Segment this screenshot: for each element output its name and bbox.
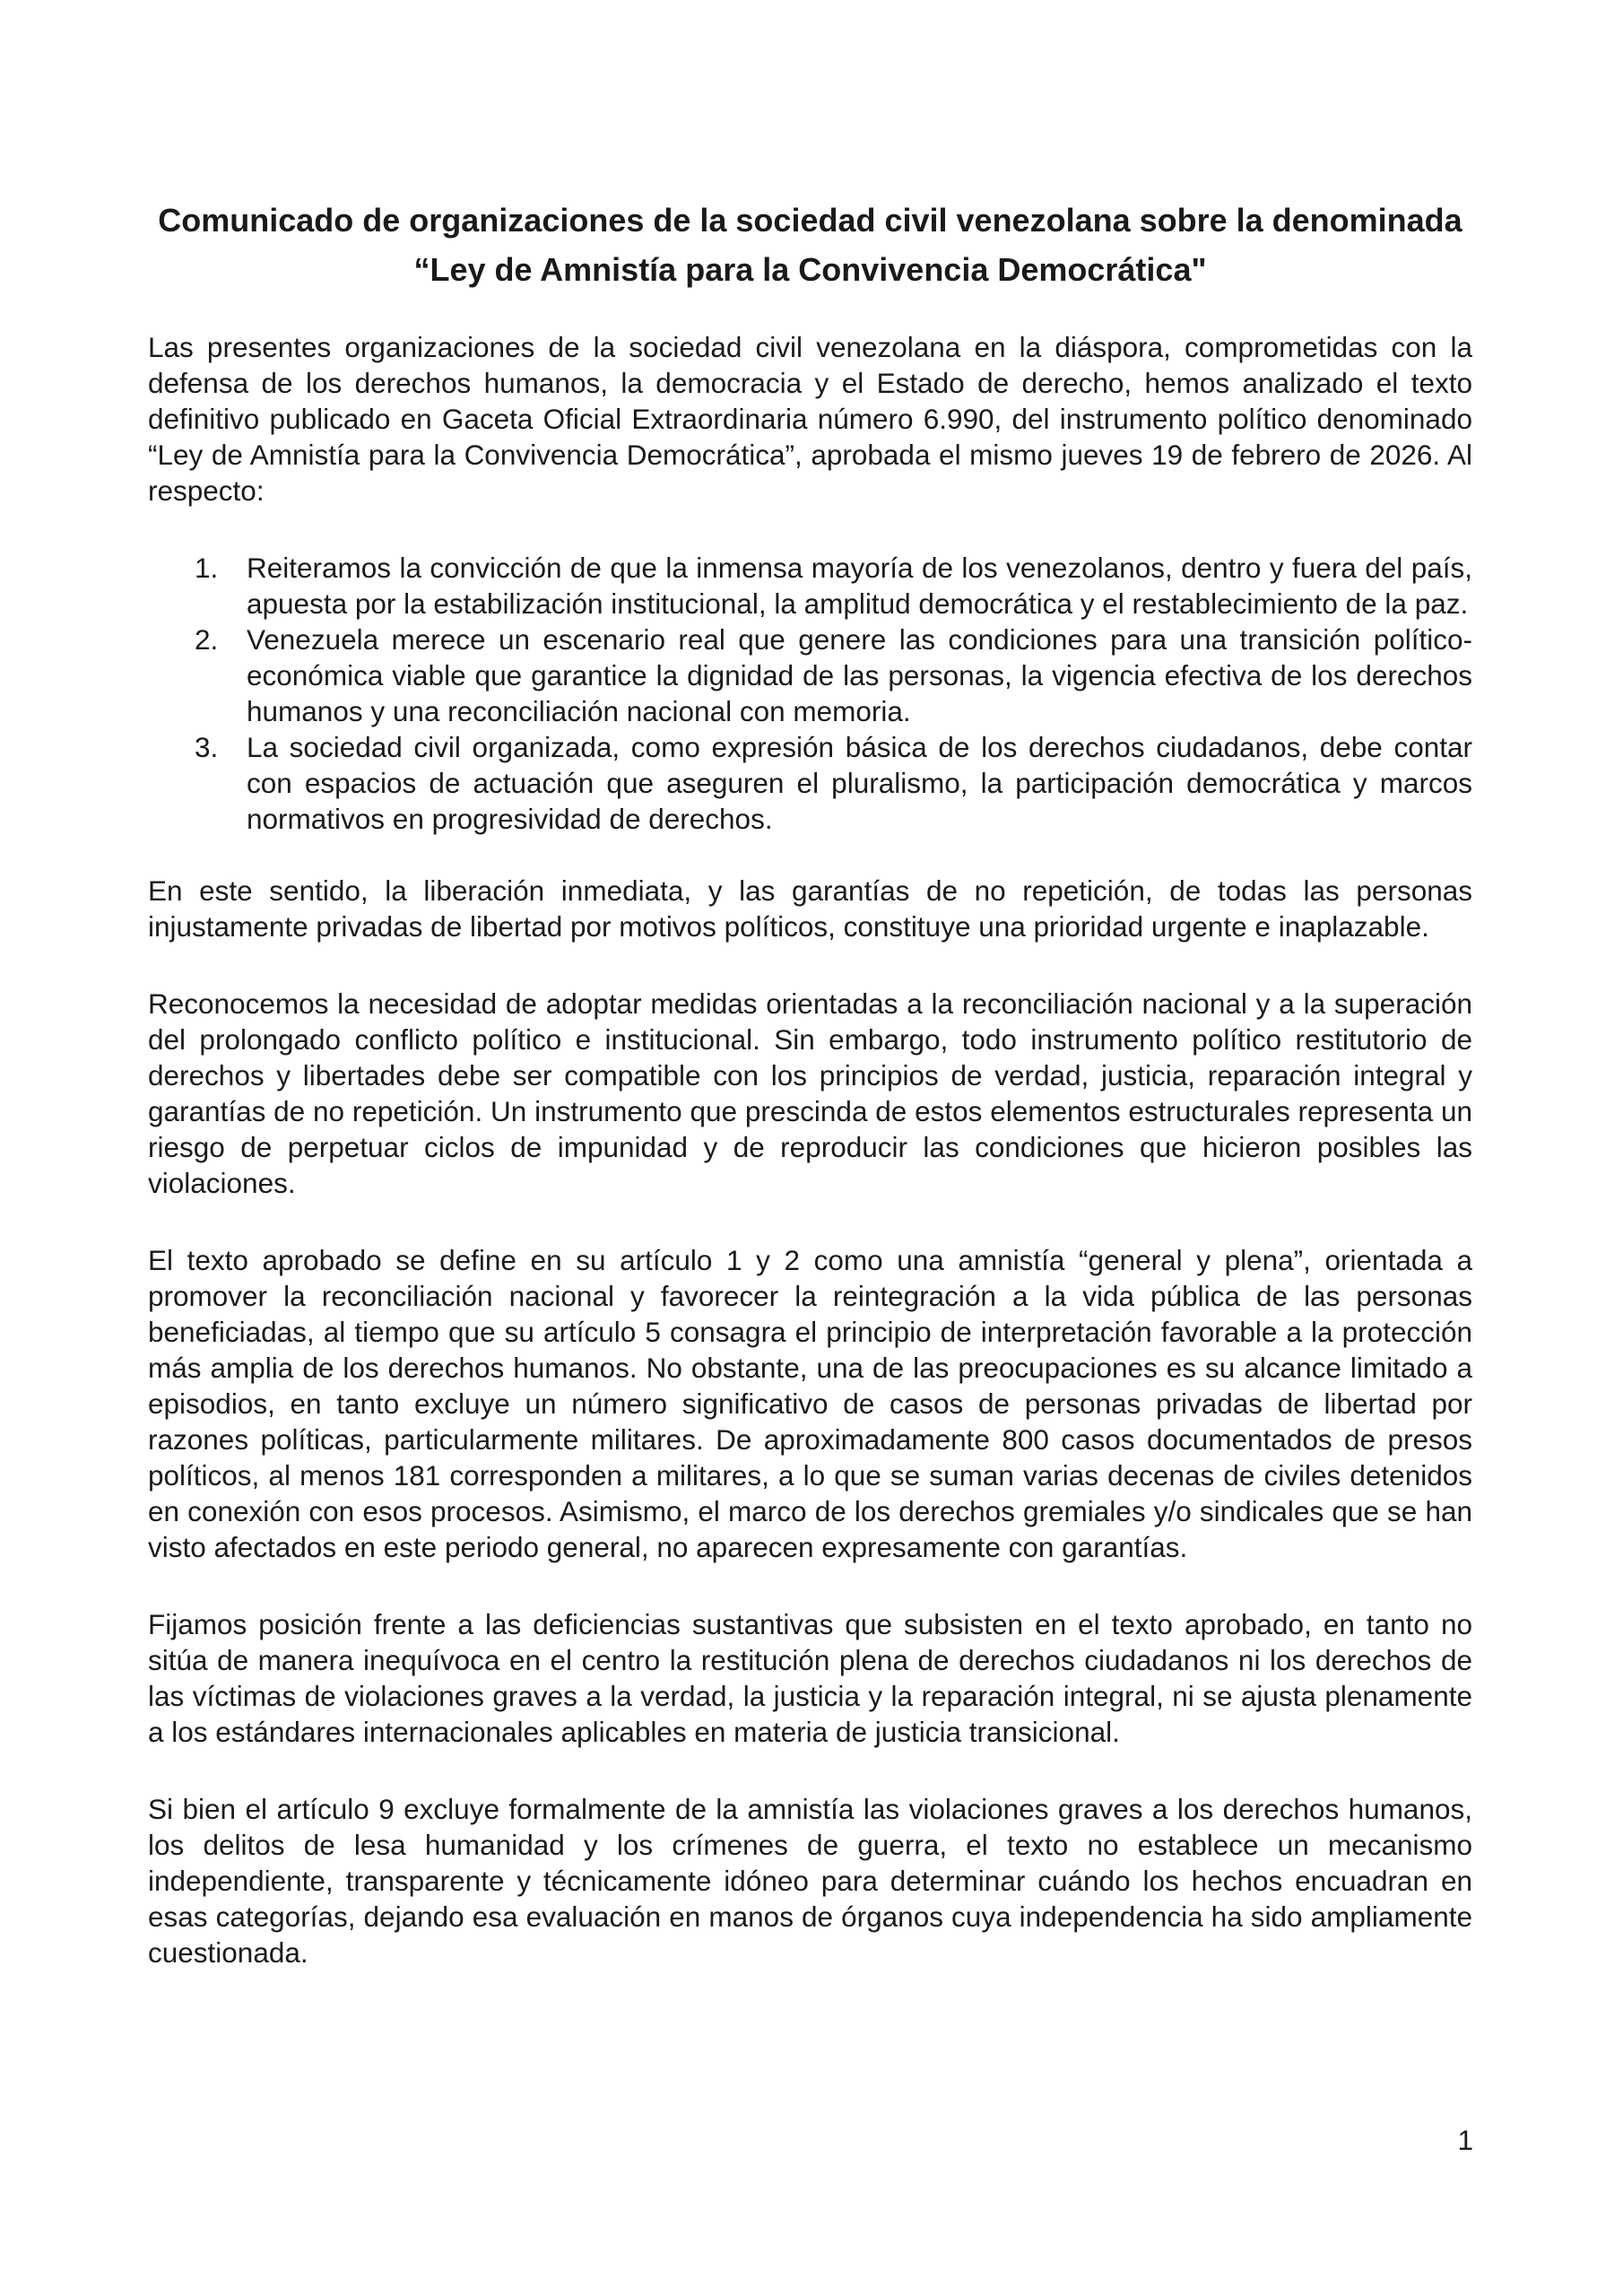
document-content <box>148 0 1472 2012</box>
list-item-text: La sociedad civil organizada, como expresión básica de los derechos ciudadanos, debe contar con espacios de actuación que aseguren el pluralismo, la participación democrática y marcos normativos en progresividad de derechos. <box>247 731 1472 835</box>
document-title: Comunicado de organizaciones de la sociedad civil venezolana sobre la denominada “Ley de Amnistía para la Convivencia Democrática" <box>158 202 1462 288</box>
numbered-list <box>148 550 1472 837</box>
intro-paragraph: Las presentes organizaciones de la sociedad civil venezolana en la diáspora, comprometidas con la defensa de los derechos humanos, la democracia y el Estado de derecho, hemos analizado el texto definitivo publicado en Gaceta Oficial Extraordinaria número 6.990, del instrumento político denominado “Ley de Amnistía para la Convivencia Democrática”, aprobada el mismo jueves 19 de febrero de 2026. Al respecto: <box>148 331 1472 507</box>
list-item <box>148 729 1472 837</box>
list-item <box>148 622 1472 729</box>
body-paragraph: El texto aprobado se define en su artículo 1 y 2 como una amnistía “general y plena”, orientada a promover la reconciliación nacional y favorecer la reintegración a la vida pública de las personas beneficiadas, al tiempo que su artículo 5 consagra el principio de interpretación favorable a la protección más amplia de los derechos humanos. No obstante, una de las preocupaciones es su alcance limitado a episodios, en tanto excluye un número significativo de casos de personas privadas de libertad por razones políticas, particularmente militares. De aproximadamente 800 casos documentados de presos políticos, al menos 181 corresponden a militares, a lo que se suman varias decenas de civiles detenidos en conexión con esos procesos. Asimismo, el marco de los derechos gremiales y/o sindicales que se han visto afectados en este periodo general, no aparecen expresamente con garantías. <box>148 1244 1472 1563</box>
list-item-number: 2. <box>195 623 219 656</box>
list-item-number: 1. <box>195 552 219 584</box>
list-item-text: Reiteramos la convicción de que la inmensa mayoría de los venezolanos, dentro y fuera del país, apuesta por la estabilización institucional, la amplitud democrática y el restablecimiento de la paz. <box>247 552 1472 620</box>
body-paragraph: En este sentido, la liberación inmediata, y las garantías de no repetición, de todas las personas injustamente privadas de libertad por motivos políticos, constituye una prioridad urgente e inaplazable. <box>148 874 1472 943</box>
body-paragraph: Fijamos posición frente a las deficiencias sustantivas que subsisten en el texto aprobado, en tanto no sitúa de manera inequívoca en el centro la restitución plena de derechos ciudadanos ni los derechos de las víctimas de violaciones graves a la verdad, la justicia y la reparación integral, ni se ajusta plenamente a los estándares internacionales aplicables en materia de justicia transicional. <box>148 1608 1472 1748</box>
body-paragraph: Si bien el artículo 9 excluye formalmente de la amnistía las violaciones graves a los derechos humanos, los delitos de lesa humanidad y los crímenes de guerra, el texto no establece un mecanismo independiente, transparente y técnicamente idóneo para determinar cuándo los hechos encuadran en esas categorías, dejando esa evaluación en manos de órganos cuya independencia ha sido ampliamente cuestionada. <box>148 1793 1472 1969</box>
body-paragraph: Reconocemos la necesidad de adoptar medidas orientadas a la reconciliación nacional y a la superación del prolongado conflicto político e institucional. Sin embargo, todo instrumento político restitutorio de derechos y libertades debe ser compatible con los principios de verdad, justicia, reparación integral y garantías de no repetición. Un instrumento que prescinda de estos elementos estructurales representa un riesgo de perpetuar ciclos de impunidad y de reproducir las condiciones que hicieron posibles las violaciones. <box>148 987 1472 1199</box>
list-item <box>148 550 1472 622</box>
page-number: 1 <box>1457 2124 1473 2156</box>
list-item-text: Venezuela merece un escenario real que genere las condiciones para una transición político-económica viable que garantice la dignidad de las personas, la vigencia efectiva de los derechos humanos y una reconciliación nacional con memoria. <box>247 623 1472 727</box>
list-item-number: 3. <box>195 731 219 763</box>
